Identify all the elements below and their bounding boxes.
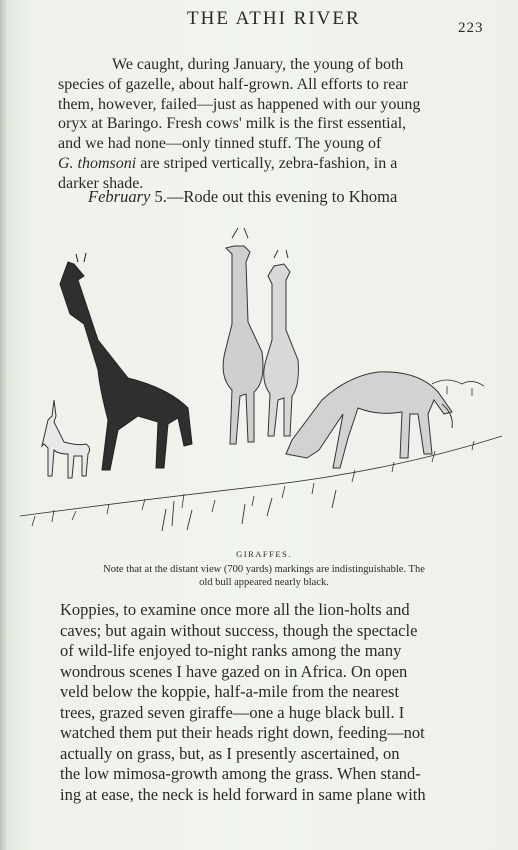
page-gutter xyxy=(0,0,8,850)
diary-date-line xyxy=(88,187,397,207)
page-header xyxy=(0,8,518,34)
page-number: 223 xyxy=(458,20,484,36)
caption-note-line: Note that at the distant view (700 yards) markings are indistinguishable. The xyxy=(103,564,425,575)
running-head: THE ATHI RIVER xyxy=(187,8,361,29)
text-line: ing at ease, the neck is held forward in same plane with xyxy=(60,784,426,804)
text-line: We caught, during January, the young of both xyxy=(112,56,404,73)
text-line: Koppies, to examine once more all the lion-holts and xyxy=(60,600,410,619)
diary-date: February xyxy=(88,187,151,206)
caption-title: GIRAFFES. xyxy=(236,549,292,559)
caption-note-line: old bull appeared nearly black. xyxy=(199,577,329,588)
text-line: of wild-life enjoyed to-night ranks among the many xyxy=(60,641,402,660)
text-line: watched them put their heads right down, feeding—not xyxy=(60,723,425,742)
text-line: the low mimosa-growth among the grass. When stand- xyxy=(60,764,421,783)
text-line: trees, grazed seven giraffe—one a huge black bull. I xyxy=(60,702,405,722)
text-line: them, however, failed—just as happened with our young xyxy=(58,95,421,113)
text-line: veld below the koppie, half-a-mile from the nearest xyxy=(60,682,400,701)
text-line: species of gazelle, about half-grown. All efforts to rear xyxy=(58,75,408,93)
paragraph-top xyxy=(58,55,484,194)
text-line: caves; but again without success, though the spectacle xyxy=(60,620,418,640)
text-fragment: 5.—Rode out this evening to Khoma xyxy=(150,187,398,206)
text-line: wondrous scenes I have gazed on in Africa. On open xyxy=(60,661,408,681)
text-line: darker shade. xyxy=(58,174,144,192)
giraffes-illustration xyxy=(12,226,508,544)
figure-caption xyxy=(40,549,488,589)
paragraph-bottom xyxy=(60,600,480,805)
text-line: and we had none—only tinned stuff. The young of xyxy=(58,135,382,153)
text-fragment: are striped vertically, zebra-fashion, in a xyxy=(136,154,398,172)
text-line: oryx at Baringo. Fresh cows' milk is the first essential, xyxy=(58,115,407,133)
text-line xyxy=(58,154,484,174)
text-line: actually on grass, but, as I presently ascertained, on xyxy=(60,743,400,763)
species-name: G. thomsoni xyxy=(58,154,137,172)
